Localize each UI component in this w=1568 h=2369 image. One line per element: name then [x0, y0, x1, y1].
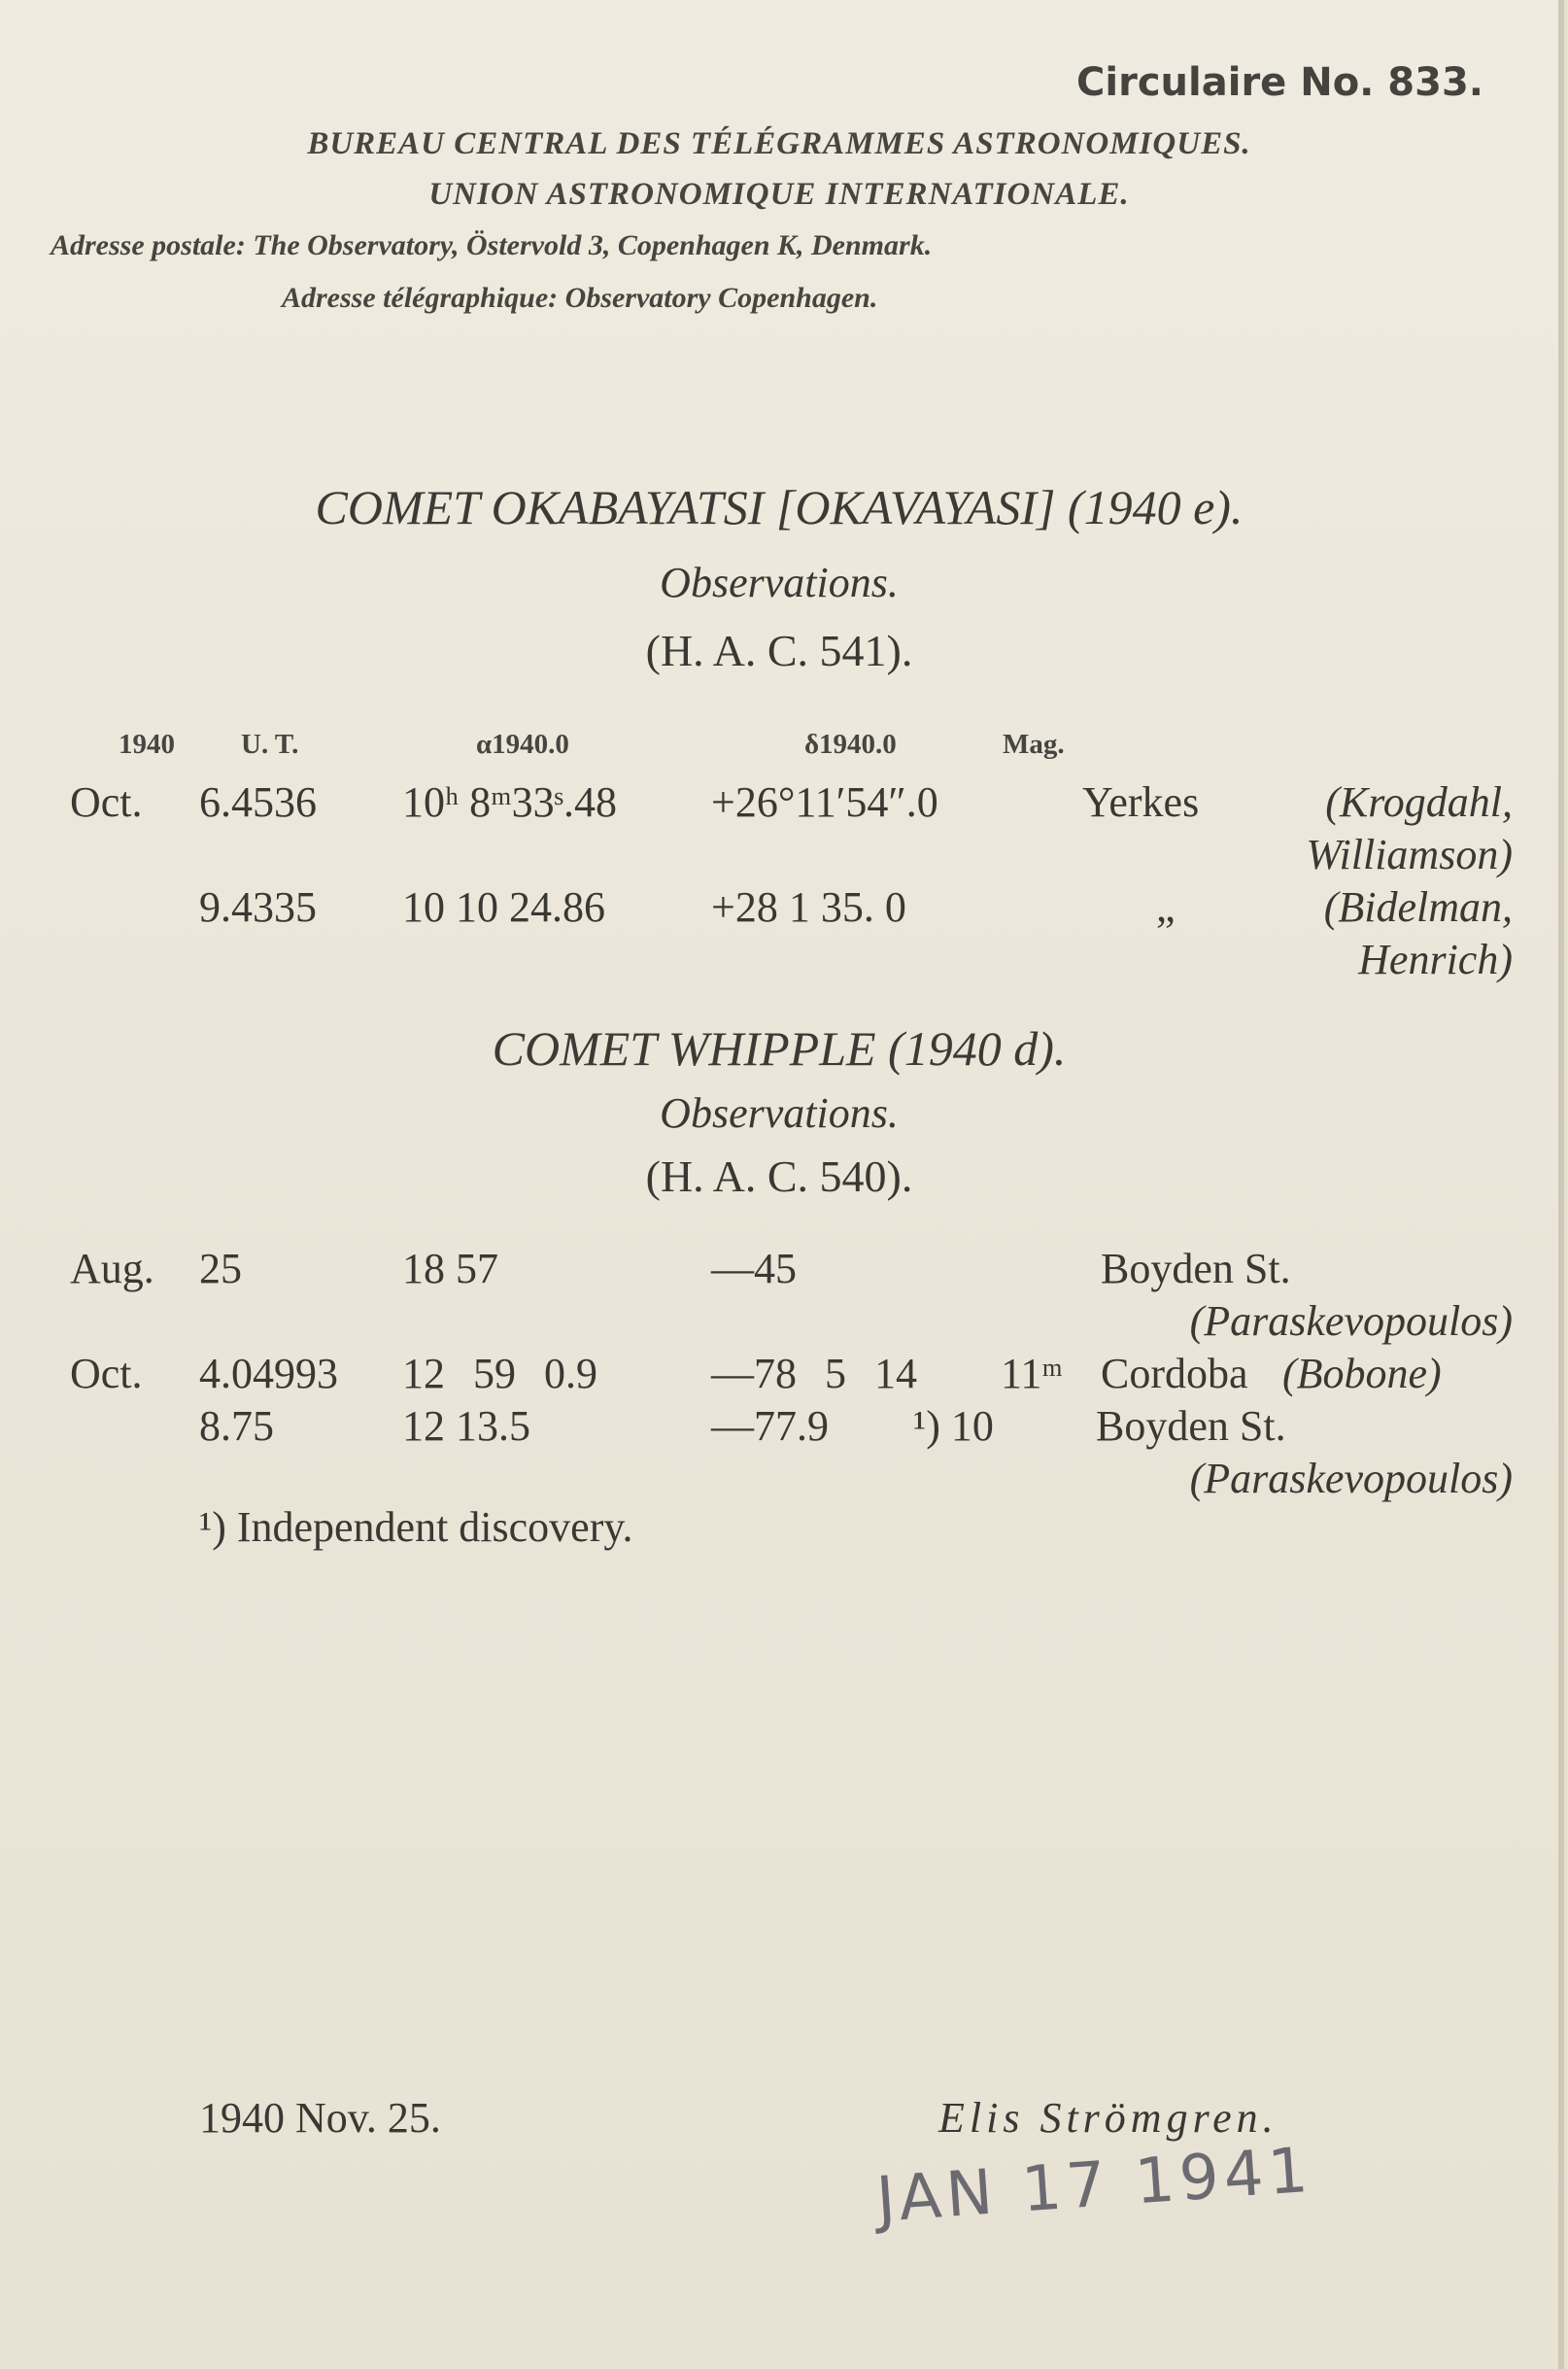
s2-row3-date: 8.75 [199, 1402, 274, 1450]
s1-row1-dec: +26°11′54″.0 [711, 778, 938, 826]
bureau-heading: BUREAU CENTRAL DES TÉLÉGRAMMES ASTRONOMIQUES. [307, 126, 1251, 161]
s1-row2-observers-cont: Henrich) [1358, 936, 1513, 983]
s2-row3-mag: ¹) 10 [913, 1402, 994, 1450]
column-year: 1940 [119, 729, 175, 760]
s1-row1-observers-cont: Williamson) [1306, 831, 1513, 878]
s2-row2-observers: (Bobone) [1282, 1350, 1442, 1397]
section2-hac: (H. A. C. 540). [645, 1151, 913, 1201]
comet-whipple-title: COMET WHIPPLE (1940 d). [492, 1021, 1067, 1076]
s2-row1-observatory: Boyden St. [1101, 1245, 1291, 1292]
postal-address: Adresse postale: The Observatory, Östervold 3, Copenhagen K, Denmark. [51, 229, 933, 261]
s1-row2-observers: (Bidelman, [1323, 883, 1513, 931]
footnote: ¹) Independent discovery. [199, 1503, 633, 1551]
s1-row1-ra: 10ʰ 8ᵐ33ˢ.48 [402, 778, 617, 826]
s1-row1-month: Oct. [70, 778, 143, 826]
s2-row1-month: Aug. [70, 1245, 154, 1292]
union-heading: UNION ASTRONOMIQUE INTERNATIONALE. [428, 177, 1130, 212]
s1-row2-dec: +28 1 35. 0 [711, 883, 906, 931]
telegraph-address: Adresse télégraphique: Observatory Copenhagen. [282, 282, 878, 314]
s1-row2-observatory: „ [1156, 883, 1176, 931]
received-date-stamp: JAN 17 1941 [874, 2134, 1315, 2237]
s1-row1-observatory: Yerkes [1082, 778, 1200, 826]
comet-okabayatsi-title: COMET OKABAYATSI [OKAVAYASI] (1940 e). [315, 480, 1244, 534]
column-mag: Mag. [1003, 729, 1065, 760]
section1-hac: (H. A. C. 541). [645, 626, 913, 675]
s1-row1-observers: (Krogdahl, [1325, 778, 1513, 826]
s2-row2-date: 4.04993 [199, 1350, 338, 1397]
s2-row2-dec: —78 5 14 [711, 1350, 917, 1397]
column-ra: α1940.0 [476, 729, 569, 760]
column-ut: U. T. [241, 729, 299, 760]
issue-date: 1940 Nov. 25. [199, 2094, 441, 2142]
s2-row2-month: Oct. [70, 1350, 143, 1397]
s2-row2-observatory: Cordoba [1101, 1350, 1248, 1397]
s1-row2-date: 9.4335 [199, 883, 317, 931]
s2-row1-dec: —45 [711, 1245, 797, 1292]
column-dec: δ1940.0 [804, 729, 897, 760]
s2-row3-observatory: Boyden St. [1096, 1402, 1286, 1450]
circular-number: Circulaire No. 833. [1076, 60, 1483, 105]
s1-row2-ra: 10 10 24.86 [402, 883, 605, 931]
s2-row2-mag: 11ᵐ [1001, 1350, 1063, 1397]
s2-row3-observers: (Paraskevopoulos) [1189, 1455, 1513, 1502]
s2-row1-date: 25 [199, 1245, 242, 1292]
s2-row1-ra: 18 57 [402, 1245, 498, 1292]
signature: Elis Strömgren. [938, 2094, 1278, 2142]
s2-row3-ra: 12 13.5 [402, 1402, 530, 1450]
s2-row1-observers: (Paraskevopoulos) [1189, 1297, 1513, 1345]
s1-row1-date: 6.4536 [199, 778, 317, 826]
s2-row3-dec: —77.9 [711, 1402, 829, 1450]
section1-subtitle: Observations. [660, 559, 899, 606]
section2-subtitle: Observations. [660, 1089, 899, 1137]
s2-row2-ra: 12 59 0.9 [402, 1350, 597, 1397]
